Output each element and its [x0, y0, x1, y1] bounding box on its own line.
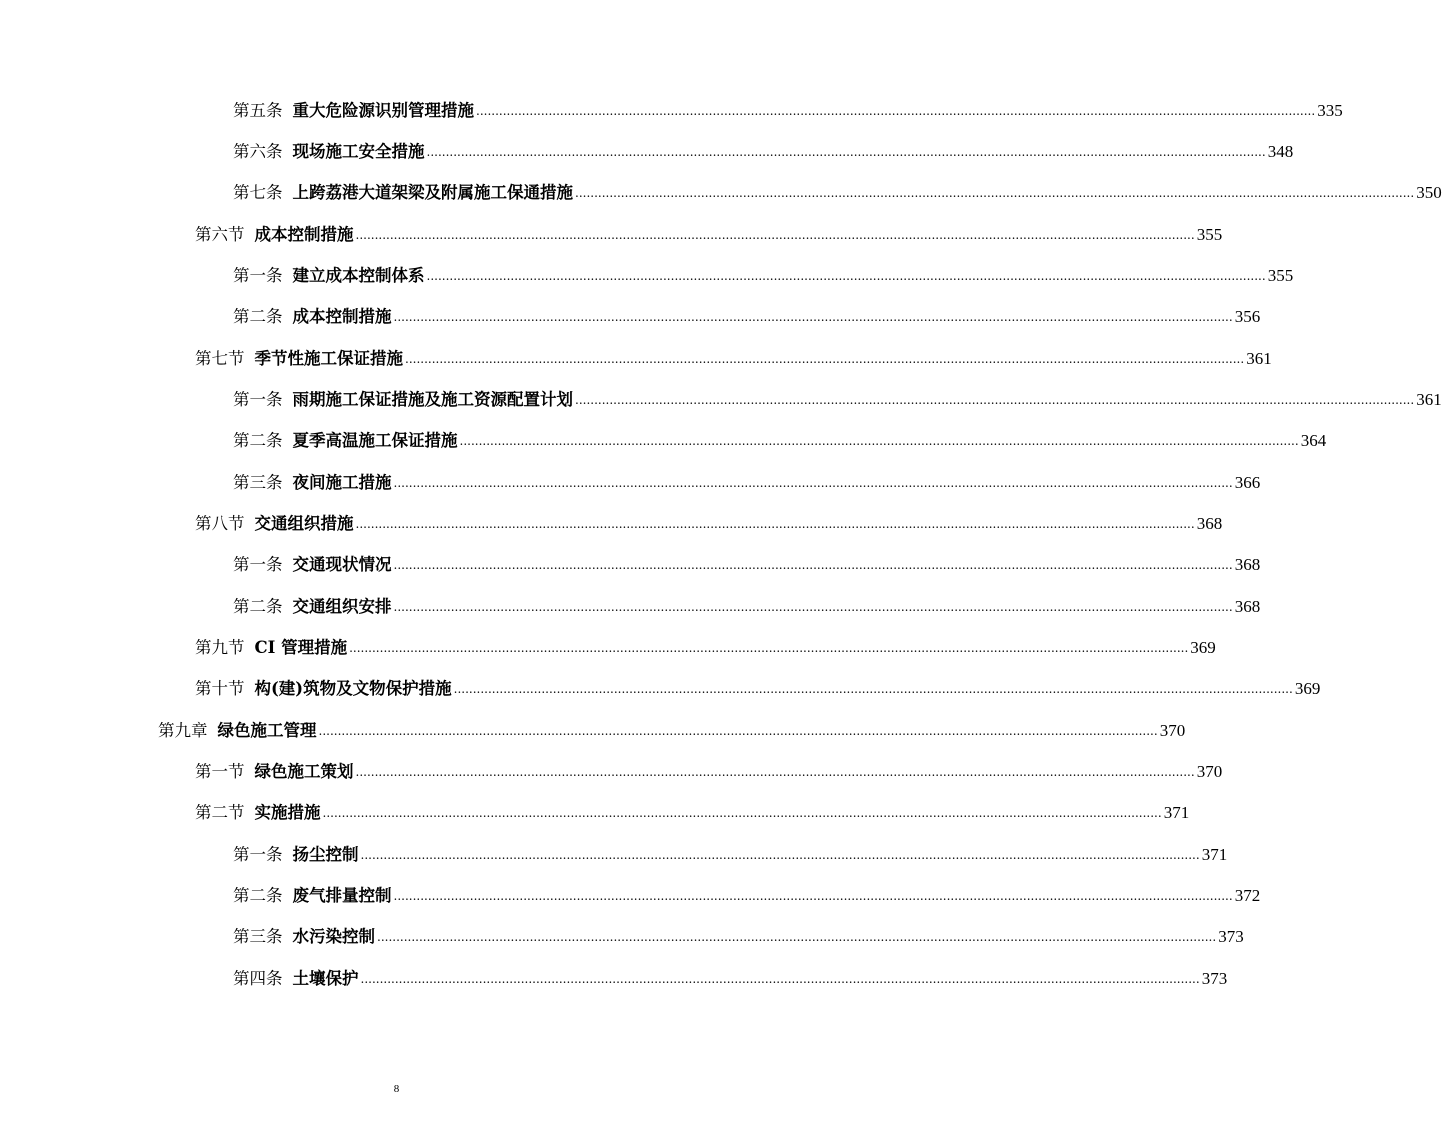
- toc-entry: [233, 385, 1442, 415]
- toc-entry-title: 交通组织措施: [254, 514, 354, 533]
- toc-entry: [195, 633, 1216, 663]
- toc-entry-number: 第三条: [233, 927, 283, 946]
- toc-entry-page: 355: [1196, 225, 1223, 244]
- toc-entry-number: 第九节: [195, 638, 245, 657]
- dot-leader: ............................................................................................................................................................................................................................: [575, 393, 1415, 407]
- toc-entry: [195, 509, 1223, 539]
- dot-leader: ............................................................................................................................................................................................................................: [393, 310, 1233, 324]
- toc-entry-number: 第七节: [195, 349, 245, 368]
- toc-entry-title: 雨期施工保证措施及施工资源配置计划: [292, 390, 573, 409]
- dot-leader: ............................................................................................................................................................................................................................: [355, 765, 1195, 779]
- toc-entry-number: 第一条: [233, 555, 283, 574]
- dot-leader: ............................................................................................................................................................................................................................: [405, 352, 1245, 366]
- dot-leader: ............................................................................................................................................................................................................................: [377, 930, 1217, 944]
- toc-entry: [233, 137, 1294, 167]
- dot-leader: ............................................................................................................................................................................................................................: [426, 145, 1266, 159]
- dot-leader: ............................................................................................................................................................................................................................: [476, 104, 1316, 118]
- toc-entry-title: 构(建)筑物及文物保护措施: [254, 679, 452, 698]
- dot-leader: ............................................................................................................................................................................................................................: [355, 228, 1195, 242]
- toc-entry-number: 第五条: [233, 101, 283, 120]
- toc-entry-page: 364: [1300, 431, 1327, 450]
- toc-entry-number: 第四条: [233, 969, 283, 988]
- toc-entry: [233, 592, 1261, 622]
- toc-entry-page: 368: [1196, 514, 1223, 533]
- dot-leader: ............................................................................................................................................................................................................................: [459, 434, 1299, 448]
- toc-entry-title: 上跨荔港大道架梁及附属施工保通措施: [292, 183, 573, 202]
- toc-entry: [195, 220, 1223, 250]
- toc-entry-title: CI 管理措施: [254, 638, 348, 657]
- toc-entry: [233, 550, 1261, 580]
- toc-entry: [233, 261, 1294, 291]
- toc-entry-page: 350: [1416, 183, 1442, 202]
- toc-entry-number: 第二条: [233, 307, 283, 326]
- toc-entry-number: 第一节: [195, 762, 245, 781]
- toc-entry-title: 重大危险源识别管理措施: [292, 101, 474, 120]
- toc-entry-number: 第十节: [195, 679, 245, 698]
- toc-entry-title: 现场施工安全措施: [292, 142, 425, 161]
- toc-entry-page: 356: [1234, 307, 1261, 326]
- toc-entry: [233, 881, 1261, 911]
- toc-entry-number: 第二节: [195, 803, 245, 822]
- toc-entry-page: 335: [1317, 101, 1343, 120]
- toc-entry-page: 369: [1294, 679, 1321, 698]
- toc-entry-title: 水污染控制: [292, 927, 375, 946]
- toc-entry-title: 废气排量控制: [292, 886, 392, 905]
- toc-entry: [233, 96, 1343, 126]
- toc-entry-title: 扬尘控制: [292, 845, 359, 864]
- toc-entry-title: 绿色施工管理: [217, 721, 317, 740]
- dot-leader: ............................................................................................................................................................................................................................: [453, 682, 1293, 696]
- toc-entry-title: 实施措施: [254, 803, 321, 822]
- dot-leader: ............................................................................................................................................................................................................................: [426, 269, 1266, 283]
- toc-entry-page: 366: [1234, 473, 1261, 492]
- toc-entry-page: 373: [1201, 969, 1228, 988]
- dot-leader: ............................................................................................................................................................................................................................: [393, 476, 1233, 490]
- toc-entry-page: 371: [1201, 845, 1228, 864]
- dot-leader: ............................................................................................................................................................................................................................: [575, 186, 1415, 200]
- toc-entry-page: 368: [1234, 555, 1261, 574]
- toc-entry-title: 交通现状情况: [292, 555, 392, 574]
- toc-entry: [195, 798, 1190, 828]
- dot-leader: ............................................................................................................................................................................................................................: [393, 558, 1233, 572]
- toc-entry: [233, 840, 1228, 870]
- page-number: 8: [393, 1083, 400, 1095]
- toc-entry: [158, 716, 1186, 746]
- toc-entry-number: 第六条: [233, 142, 283, 161]
- toc-entry-title: 夜间施工措施: [292, 473, 392, 492]
- toc-entry-number: 第二条: [233, 886, 283, 905]
- toc-entry: [233, 302, 1261, 332]
- toc-entry-title: 季节性施工保证措施: [254, 349, 403, 368]
- toc-entry-title: 土壤保护: [292, 969, 359, 988]
- toc-entry-page: 372: [1234, 886, 1261, 905]
- toc-entry-number: 第九章: [158, 721, 208, 740]
- toc-entry-title: 建立成本控制体系: [292, 266, 425, 285]
- toc-entry-title: 夏季高温施工保证措施: [292, 431, 458, 450]
- dot-leader: ............................................................................................................................................................................................................................: [393, 600, 1233, 614]
- toc-entry-number: 第八节: [195, 514, 245, 533]
- toc-entry-page: 371: [1163, 803, 1190, 822]
- toc-entry-page: 361: [1246, 349, 1272, 368]
- toc-entry-title: 成本控制措施: [254, 225, 354, 244]
- dot-leader: ............................................................................................................................................................................................................................: [393, 889, 1233, 903]
- toc-entry-page: 355: [1267, 266, 1294, 285]
- dot-leader: ............................................................................................................................................................................................................................: [349, 641, 1189, 655]
- dot-leader: ............................................................................................................................................................................................................................: [322, 806, 1162, 820]
- toc-entry-number: 第三条: [233, 473, 283, 492]
- toc-entry-page: 368: [1234, 597, 1261, 616]
- toc-entry-title: 交通组织安排: [292, 597, 392, 616]
- toc-entry: [195, 344, 1272, 374]
- toc-entry-number: 第一条: [233, 266, 283, 285]
- dot-leader: ............................................................................................................................................................................................................................: [355, 517, 1195, 531]
- dot-leader: ............................................................................................................................................................................................................................: [318, 724, 1158, 738]
- toc-entry: [195, 757, 1223, 787]
- toc-entry-number: 第一条: [233, 845, 283, 864]
- toc-entry: [233, 964, 1228, 994]
- toc-entry-page: 361: [1416, 390, 1442, 409]
- toc-entry-number: 第一条: [233, 390, 283, 409]
- toc-entry-page: 348: [1267, 142, 1294, 161]
- toc-entry: [233, 426, 1327, 456]
- toc-entry-number: 第六节: [195, 225, 245, 244]
- toc-entry-title: 成本控制措施: [292, 307, 392, 326]
- toc-entry-number: 第二条: [233, 597, 283, 616]
- dot-leader: ............................................................................................................................................................................................................................: [360, 972, 1200, 986]
- toc-entry-page: 369: [1190, 638, 1216, 657]
- toc-entry: [233, 468, 1261, 498]
- toc-entry: [233, 178, 1442, 208]
- toc-entry-title: 绿色施工策划: [254, 762, 354, 781]
- toc-entry-page: 370: [1159, 721, 1186, 740]
- toc-entry: [195, 674, 1321, 704]
- toc-entry-page: 370: [1196, 762, 1223, 781]
- dot-leader: ............................................................................................................................................................................................................................: [360, 848, 1200, 862]
- toc-entry-number: 第二条: [233, 431, 283, 450]
- toc-entry: [233, 922, 1244, 952]
- toc-entry-number: 第七条: [233, 183, 283, 202]
- toc-entry-page: 373: [1218, 927, 1244, 946]
